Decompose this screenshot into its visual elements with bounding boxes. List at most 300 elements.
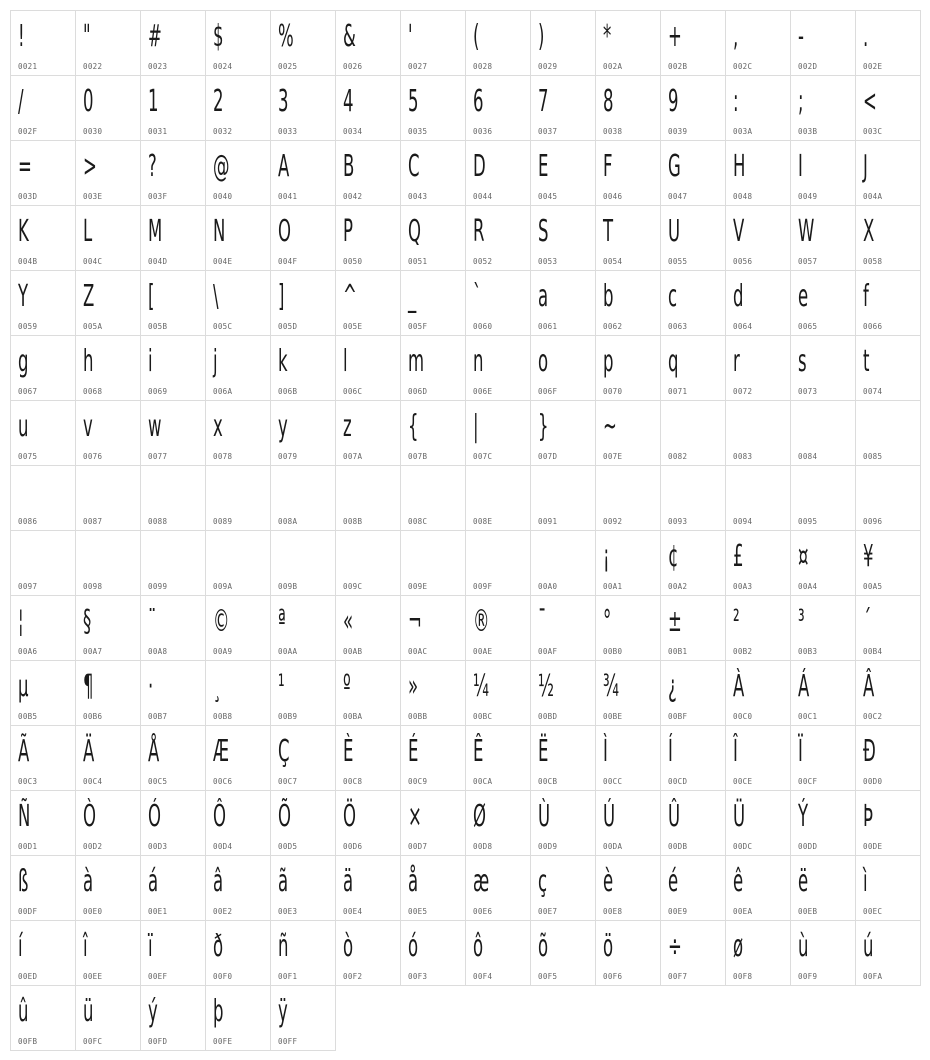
glyph-cell[interactable] [790,205,856,271]
glyph-cell[interactable] [725,465,791,531]
glyph-cell[interactable] [400,270,466,336]
glyph-cell[interactable] [10,920,76,986]
glyph-codepoint: 004D [148,257,168,266]
glyph-sample: v [83,409,93,444]
glyph-codepoint: 006E [473,387,493,396]
glyph-codepoint: 0037 [538,127,558,136]
glyph-cell[interactable] [595,660,661,726]
glyph-codepoint: 00EB [798,907,818,916]
glyph-cell[interactable] [400,335,466,401]
glyph-cell[interactable] [140,985,206,1051]
glyph-cell[interactable] [140,595,206,661]
glyph-sample: x [213,409,223,444]
glyph-cell[interactable] [270,270,336,336]
glyph-cell[interactable] [335,855,401,921]
glyph-cell[interactable] [400,855,466,921]
glyph-cell[interactable] [140,920,206,986]
glyph-cell[interactable] [530,140,596,206]
glyph-codepoint: 003B [798,127,818,136]
glyph-cell[interactable] [530,10,596,76]
glyph-cell[interactable] [530,855,596,921]
glyph-cell[interactable] [205,75,271,141]
glyph-cell[interactable] [75,465,141,531]
glyph-cell[interactable] [855,335,921,401]
glyph-cell[interactable] [75,660,141,726]
glyph-cell[interactable] [10,465,76,531]
glyph-cell[interactable] [400,790,466,856]
glyph-cell[interactable] [660,140,726,206]
glyph-cell[interactable] [205,725,271,791]
glyph-cell[interactable] [140,660,206,726]
glyph-cell[interactable] [855,140,921,206]
glyph-codepoint: 00DC [733,842,753,851]
glyph-codepoint: 0062 [603,322,623,331]
glyph-cell[interactable] [595,140,661,206]
glyph-sample: ® [473,604,490,639]
glyph-codepoint: 0026 [343,62,363,71]
glyph-sample: ÿ [278,994,288,1029]
glyph-cell[interactable] [75,10,141,76]
glyph-cell[interactable] [205,205,271,271]
glyph-cell[interactable] [335,205,401,271]
glyph-cell[interactable] [855,725,921,791]
glyph-cell[interactable] [855,400,921,466]
glyph-sample: | [473,409,479,444]
glyph-cell[interactable] [140,10,206,76]
glyph-cell[interactable] [855,10,921,76]
glyph-cell[interactable] [530,465,596,531]
glyph-cell[interactable] [595,335,661,401]
glyph-cell[interactable] [465,75,531,141]
glyph-sample: É [408,734,419,769]
glyph-cell[interactable] [335,920,401,986]
glyph-codepoint: 0056 [733,257,753,266]
glyph-cell[interactable] [335,595,401,661]
glyph-cell[interactable] [335,530,401,596]
glyph-cell[interactable] [660,75,726,141]
glyph-cell[interactable] [75,595,141,661]
glyph-cell[interactable] [270,595,336,661]
glyph-codepoint: 0049 [798,192,818,201]
glyph-sample: 4 [343,84,354,119]
glyph-cell[interactable] [790,270,856,336]
glyph-cell[interactable] [790,855,856,921]
glyph-cell[interactable] [855,530,921,596]
glyph-sample: ¦ [18,604,24,639]
glyph-sample: # [148,19,162,54]
glyph-sample: K [18,214,29,249]
glyph-sample: Ù [538,799,551,834]
glyph-cell[interactable] [400,595,466,661]
glyph-codepoint: 00AB [343,647,363,656]
glyph-cell[interactable] [660,270,726,336]
glyph-cell[interactable] [75,140,141,206]
glyph-cell[interactable] [335,140,401,206]
glyph-codepoint: 00C1 [798,712,818,721]
glyph-cell[interactable] [660,595,726,661]
glyph-cell[interactable] [530,75,596,141]
glyph-sample: ³ [798,604,805,639]
glyph-cell[interactable] [855,790,921,856]
glyph-sample: 2 [213,84,224,119]
glyph-codepoint: 004E [213,257,233,266]
glyph-cell[interactable] [660,855,726,921]
glyph-cell[interactable] [75,400,141,466]
glyph-cell[interactable] [400,75,466,141]
glyph-cell[interactable] [790,140,856,206]
glyph-cell[interactable] [465,400,531,466]
glyph-cell[interactable] [270,855,336,921]
glyph-sample: m [408,344,425,379]
glyph-cell[interactable] [400,205,466,271]
glyph-cell[interactable] [140,205,206,271]
glyph-codepoint: 009B [278,582,298,591]
glyph-cell[interactable] [270,725,336,791]
glyph-cell[interactable] [855,75,921,141]
glyph-codepoint: 00FD [148,1037,168,1046]
glyph-cell[interactable] [725,400,791,466]
glyph-cell[interactable] [660,790,726,856]
glyph-sample: Ý [798,799,809,834]
glyph-cell[interactable] [205,790,271,856]
glyph-cell[interactable] [335,10,401,76]
glyph-cell[interactable] [465,595,531,661]
glyph-codepoint: 004B [18,257,38,266]
glyph-sample: ö [603,929,614,964]
glyph-cell[interactable] [140,725,206,791]
glyph-cell[interactable] [75,725,141,791]
glyph-cell[interactable] [75,985,141,1051]
glyph-sample: ^ [343,279,357,314]
glyph-cell[interactable] [465,10,531,76]
glyph-cell[interactable] [335,400,401,466]
glyph-codepoint: 00F0 [213,972,233,981]
glyph-cell[interactable] [790,920,856,986]
glyph-cell[interactable] [660,530,726,596]
glyph-cell[interactable] [660,660,726,726]
glyph-cell[interactable] [335,465,401,531]
glyph-cell[interactable] [400,660,466,726]
glyph-sample: º [343,669,351,704]
glyph-codepoint: 00AA [278,647,298,656]
glyph-cell[interactable] [335,725,401,791]
glyph-cell[interactable] [75,855,141,921]
glyph-cell[interactable] [595,530,661,596]
glyph-cell[interactable] [205,985,271,1051]
glyph-cell[interactable] [530,725,596,791]
glyph-cell[interactable] [595,10,661,76]
glyph-cell[interactable] [10,855,76,921]
glyph-codepoint: 0044 [473,192,493,201]
glyph-cell[interactable] [855,270,921,336]
glyph-cell[interactable] [75,335,141,401]
glyph-cell[interactable] [400,920,466,986]
glyph-cell[interactable] [205,920,271,986]
glyph-cell[interactable] [595,465,661,531]
glyph-cell[interactable] [75,790,141,856]
glyph-cell[interactable] [335,75,401,141]
glyph-sample: ' [408,19,413,54]
glyph-cell[interactable] [75,270,141,336]
glyph-cell[interactable] [530,920,596,986]
glyph-cell[interactable] [725,75,791,141]
glyph-cell[interactable] [725,140,791,206]
glyph-sample: í [18,929,23,964]
glyph-cell[interactable] [10,400,76,466]
glyph-cell[interactable] [855,855,921,921]
glyph-cell[interactable] [790,335,856,401]
glyph-codepoint: 00C3 [18,777,38,786]
glyph-cell[interactable] [270,205,336,271]
glyph-codepoint: 00D8 [473,842,493,851]
glyph-sample: ´ [863,604,872,639]
glyph-cell[interactable] [725,725,791,791]
glyph-codepoint: 0028 [473,62,493,71]
glyph-cell[interactable] [465,465,531,531]
glyph-cell[interactable] [790,595,856,661]
character-map-grid [10,10,920,1050]
glyph-sample: Ð [863,734,876,769]
glyph-cell[interactable] [400,530,466,596]
glyph-codepoint: 0071 [668,387,688,396]
glyph-codepoint: 00EC [863,907,883,916]
glyph-codepoint: 00EF [148,972,168,981]
glyph-sample: o [538,344,549,379]
glyph-cell[interactable] [465,920,531,986]
glyph-sample: n [473,344,484,379]
glyph-cell[interactable] [10,75,76,141]
glyph-sample: Ç [278,734,290,769]
glyph-codepoint: 006F [538,387,558,396]
glyph-cell[interactable] [140,855,206,921]
glyph-cell[interactable] [10,270,76,336]
glyph-cell[interactable] [725,790,791,856]
glyph-sample: " [83,19,91,54]
glyph-cell[interactable] [205,465,271,531]
glyph-cell[interactable] [10,790,76,856]
glyph-sample: ü [83,994,94,1029]
glyph-cell[interactable] [270,920,336,986]
glyph-cell[interactable] [205,400,271,466]
glyph-codepoint: 005A [83,322,103,331]
glyph-cell[interactable] [335,790,401,856]
glyph-cell[interactable] [270,400,336,466]
glyph-cell[interactable] [660,920,726,986]
glyph-cell[interactable] [270,75,336,141]
glyph-cell[interactable] [595,595,661,661]
glyph-codepoint: 0058 [863,257,883,266]
glyph-cell[interactable] [10,10,76,76]
glyph-cell[interactable] [465,660,531,726]
glyph-cell[interactable] [140,465,206,531]
glyph-cell[interactable] [205,855,271,921]
glyph-cell[interactable] [10,595,76,661]
glyph-cell[interactable] [335,660,401,726]
glyph-cell[interactable] [530,660,596,726]
glyph-cell[interactable] [855,660,921,726]
glyph-codepoint: 0070 [603,387,623,396]
glyph-cell[interactable] [140,140,206,206]
glyph-cell[interactable] [855,920,921,986]
glyph-cell[interactable] [595,270,661,336]
glyph-cell[interactable] [465,530,531,596]
glyph-cell[interactable] [140,790,206,856]
glyph-cell[interactable] [790,790,856,856]
glyph-cell[interactable] [660,465,726,531]
glyph-cell[interactable] [400,465,466,531]
glyph-codepoint: 008E [473,517,493,526]
glyph-cell[interactable] [530,205,596,271]
glyph-cell[interactable] [790,660,856,726]
glyph-cell[interactable] [660,400,726,466]
glyph-sample: Ì [603,734,608,769]
glyph-cell[interactable] [530,270,596,336]
glyph-cell[interactable] [660,725,726,791]
glyph-cell[interactable] [270,530,336,596]
glyph-cell[interactable] [10,140,76,206]
glyph-cell[interactable] [335,270,401,336]
glyph-cell[interactable] [855,205,921,271]
glyph-cell[interactable] [400,400,466,466]
glyph-cell[interactable] [530,790,596,856]
glyph-cell[interactable] [790,725,856,791]
glyph-cell[interactable] [725,205,791,271]
glyph-cell[interactable] [595,400,661,466]
glyph-cell[interactable] [725,855,791,921]
glyph-cell[interactable] [400,725,466,791]
glyph-codepoint: 00D3 [148,842,168,851]
glyph-cell[interactable] [725,10,791,76]
glyph-sample: 3 [278,84,289,119]
glyph-cell[interactable] [140,270,206,336]
glyph-cell[interactable] [725,270,791,336]
glyph-cell[interactable] [205,530,271,596]
glyph-sample: ) [538,19,545,54]
glyph-cell[interactable] [725,660,791,726]
glyph-cell[interactable] [205,660,271,726]
glyph-cell[interactable] [140,75,206,141]
glyph-cell[interactable] [75,920,141,986]
glyph-cell[interactable] [270,660,336,726]
glyph-cell[interactable] [205,270,271,336]
glyph-cell[interactable] [790,75,856,141]
glyph-cell[interactable] [855,465,921,531]
glyph-cell[interactable] [595,790,661,856]
glyph-codepoint: 00A1 [603,582,623,591]
glyph-cell[interactable] [75,205,141,271]
glyph-cell[interactable] [660,10,726,76]
glyph-cell[interactable] [465,725,531,791]
glyph-cell[interactable] [335,335,401,401]
glyph-cell[interactable] [465,790,531,856]
glyph-cell[interactable] [725,920,791,986]
glyph-cell[interactable] [10,205,76,271]
glyph-sample: , [733,19,739,54]
glyph-cell[interactable] [595,725,661,791]
glyph-cell[interactable] [10,530,76,596]
glyph-sample: Y [18,279,29,314]
glyph-cell[interactable] [790,400,856,466]
glyph-cell[interactable] [660,335,726,401]
glyph-codepoint: 00C6 [213,777,233,786]
glyph-cell[interactable] [140,335,206,401]
glyph-codepoint: 00AC [408,647,428,656]
glyph-sample: Ú [603,799,616,834]
glyph-cell[interactable] [790,530,856,596]
glyph-cell[interactable] [465,270,531,336]
glyph-sample: . [863,19,869,54]
glyph-cell[interactable] [270,465,336,531]
glyph-sample: è [603,864,614,899]
glyph-codepoint: 00BD [538,712,558,721]
glyph-codepoint: 0077 [148,452,168,461]
glyph-cell[interactable] [855,595,921,661]
glyph-cell[interactable] [595,920,661,986]
glyph-cell[interactable] [270,140,336,206]
glyph-sample: Ë [538,734,549,769]
glyph-cell[interactable] [10,335,76,401]
glyph-cell[interactable] [205,595,271,661]
glyph-cell[interactable] [465,335,531,401]
glyph-cell[interactable] [725,530,791,596]
glyph-cell[interactable] [595,75,661,141]
glyph-cell[interactable] [790,10,856,76]
glyph-sample: C [408,149,420,184]
glyph-cell[interactable] [75,530,141,596]
glyph-cell[interactable] [465,140,531,206]
glyph-cell[interactable] [10,725,76,791]
glyph-cell[interactable] [205,10,271,76]
glyph-cell[interactable] [530,530,596,596]
glyph-cell[interactable] [140,530,206,596]
glyph-cell[interactable] [140,400,206,466]
glyph-cell[interactable] [660,205,726,271]
glyph-cell[interactable] [10,660,76,726]
glyph-codepoint: 002C [733,62,753,71]
glyph-sample: µ [18,669,29,704]
glyph-cell[interactable] [530,400,596,466]
glyph-cell[interactable] [270,335,336,401]
glyph-cell[interactable] [790,465,856,531]
glyph-cell[interactable] [725,595,791,661]
glyph-cell[interactable] [530,595,596,661]
glyph-codepoint: 003D [18,192,38,201]
glyph-cell[interactable] [270,10,336,76]
glyph-sample: % [278,19,294,54]
glyph-codepoint: 00E8 [603,907,623,916]
glyph-codepoint: 004A [863,192,883,201]
glyph-cell[interactable] [75,75,141,141]
glyph-cell[interactable] [400,10,466,76]
glyph-codepoint: 00BC [473,712,493,721]
glyph-cell[interactable] [465,205,531,271]
glyph-sample: À [733,669,745,704]
glyph-cell[interactable] [270,985,336,1051]
glyph-cell[interactable] [725,335,791,401]
glyph-sample: Ã [18,734,30,769]
glyph-cell[interactable] [10,985,76,1051]
glyph-cell[interactable] [595,205,661,271]
glyph-codepoint: 00CC [603,777,623,786]
glyph-cell[interactable] [400,140,466,206]
glyph-cell[interactable] [595,855,661,921]
glyph-cell[interactable] [530,335,596,401]
glyph-cell[interactable] [270,790,336,856]
glyph-codepoint: 008C [408,517,428,526]
glyph-cell[interactable] [205,335,271,401]
glyph-cell[interactable] [465,855,531,921]
glyph-cell[interactable] [205,140,271,206]
